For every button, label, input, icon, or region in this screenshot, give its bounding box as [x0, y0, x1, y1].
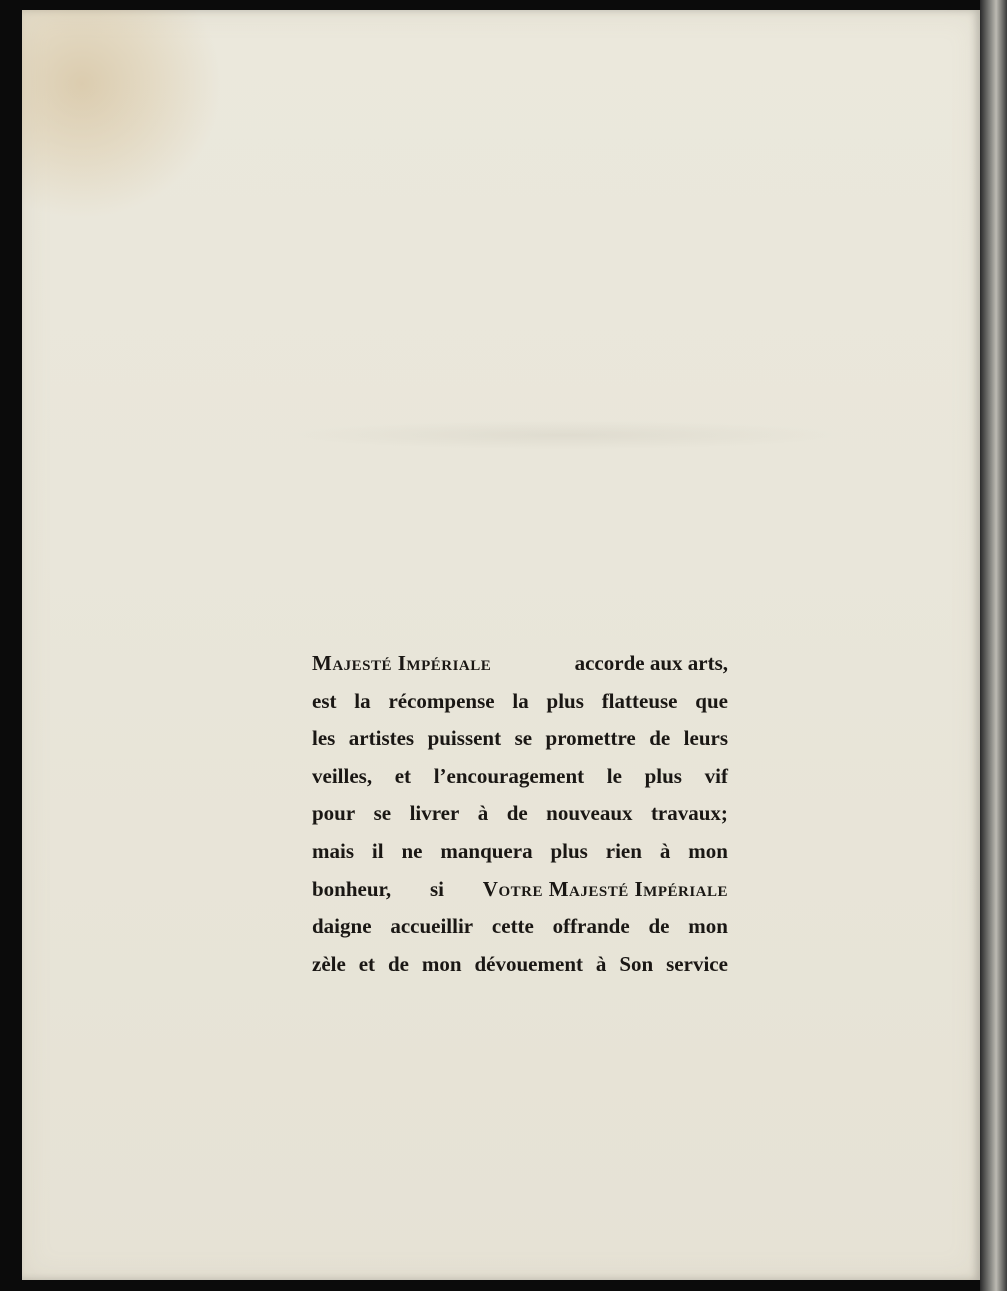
- word: Son: [619, 951, 654, 976]
- word: les: [312, 726, 336, 751]
- word: nouveaux: [546, 801, 633, 826]
- word: la: [512, 688, 529, 713]
- word: pour: [312, 801, 356, 826]
- bleed-through-text: [280, 420, 850, 450]
- text-line: [312, 758, 728, 796]
- word: et: [394, 763, 412, 788]
- small-caps-phrase: Votre Majesté Impériale: [482, 876, 728, 901]
- word: de: [387, 951, 409, 976]
- word: leurs: [683, 726, 728, 751]
- word: zèle: [312, 951, 346, 976]
- text-line: [312, 833, 728, 871]
- word: offrande: [552, 914, 630, 939]
- word: de: [649, 726, 671, 751]
- word: se: [373, 801, 392, 826]
- word: mon: [688, 838, 728, 863]
- word: veilles,: [312, 763, 373, 788]
- word: accorde aux arts,: [574, 651, 728, 675]
- word: il: [371, 838, 384, 863]
- word: à: [595, 951, 607, 976]
- text-line: [312, 795, 728, 833]
- word: accueillir: [390, 914, 474, 939]
- word: service: [666, 951, 728, 976]
- word: daigne: [312, 914, 372, 939]
- word: mon: [421, 951, 462, 976]
- word: plus: [550, 838, 588, 863]
- word: dévouement: [474, 951, 583, 976]
- word: que: [695, 688, 728, 713]
- text-line: [312, 871, 728, 909]
- word: le: [606, 763, 622, 788]
- word: plus: [644, 763, 682, 788]
- word: à: [659, 838, 671, 863]
- word: puissent: [427, 726, 502, 751]
- word: l’encouragement: [433, 763, 585, 788]
- word: se: [514, 726, 533, 751]
- book-spine-edge: [980, 0, 1007, 1291]
- text-line: [312, 908, 728, 946]
- word: promettre: [545, 726, 636, 751]
- word: de: [648, 914, 670, 939]
- word: si: [429, 876, 444, 901]
- word: et: [358, 951, 376, 976]
- word: à: [477, 801, 489, 826]
- word: est: [312, 688, 337, 713]
- word: mon: [688, 914, 728, 939]
- word: cette: [491, 914, 534, 939]
- word: rien: [605, 838, 642, 863]
- word: travaux;: [650, 801, 728, 826]
- word: de: [506, 801, 528, 826]
- body-text: [312, 645, 728, 983]
- word: vif: [704, 763, 728, 788]
- word: manquera: [440, 838, 533, 863]
- word: livrer: [409, 801, 460, 826]
- word: plus: [546, 688, 584, 713]
- word: flatteuse: [601, 688, 678, 713]
- text-line: [312, 720, 728, 758]
- word: mais: [312, 838, 354, 863]
- word: récompense: [388, 688, 495, 713]
- text-line: [312, 645, 728, 683]
- word: artistes: [348, 726, 415, 751]
- text-line: [312, 683, 728, 721]
- word: ne: [401, 838, 423, 863]
- text-line: [312, 946, 728, 984]
- word: bonheur,: [312, 876, 392, 901]
- small-caps-phrase: Majesté Impériale: [312, 651, 492, 675]
- word: la: [354, 688, 371, 713]
